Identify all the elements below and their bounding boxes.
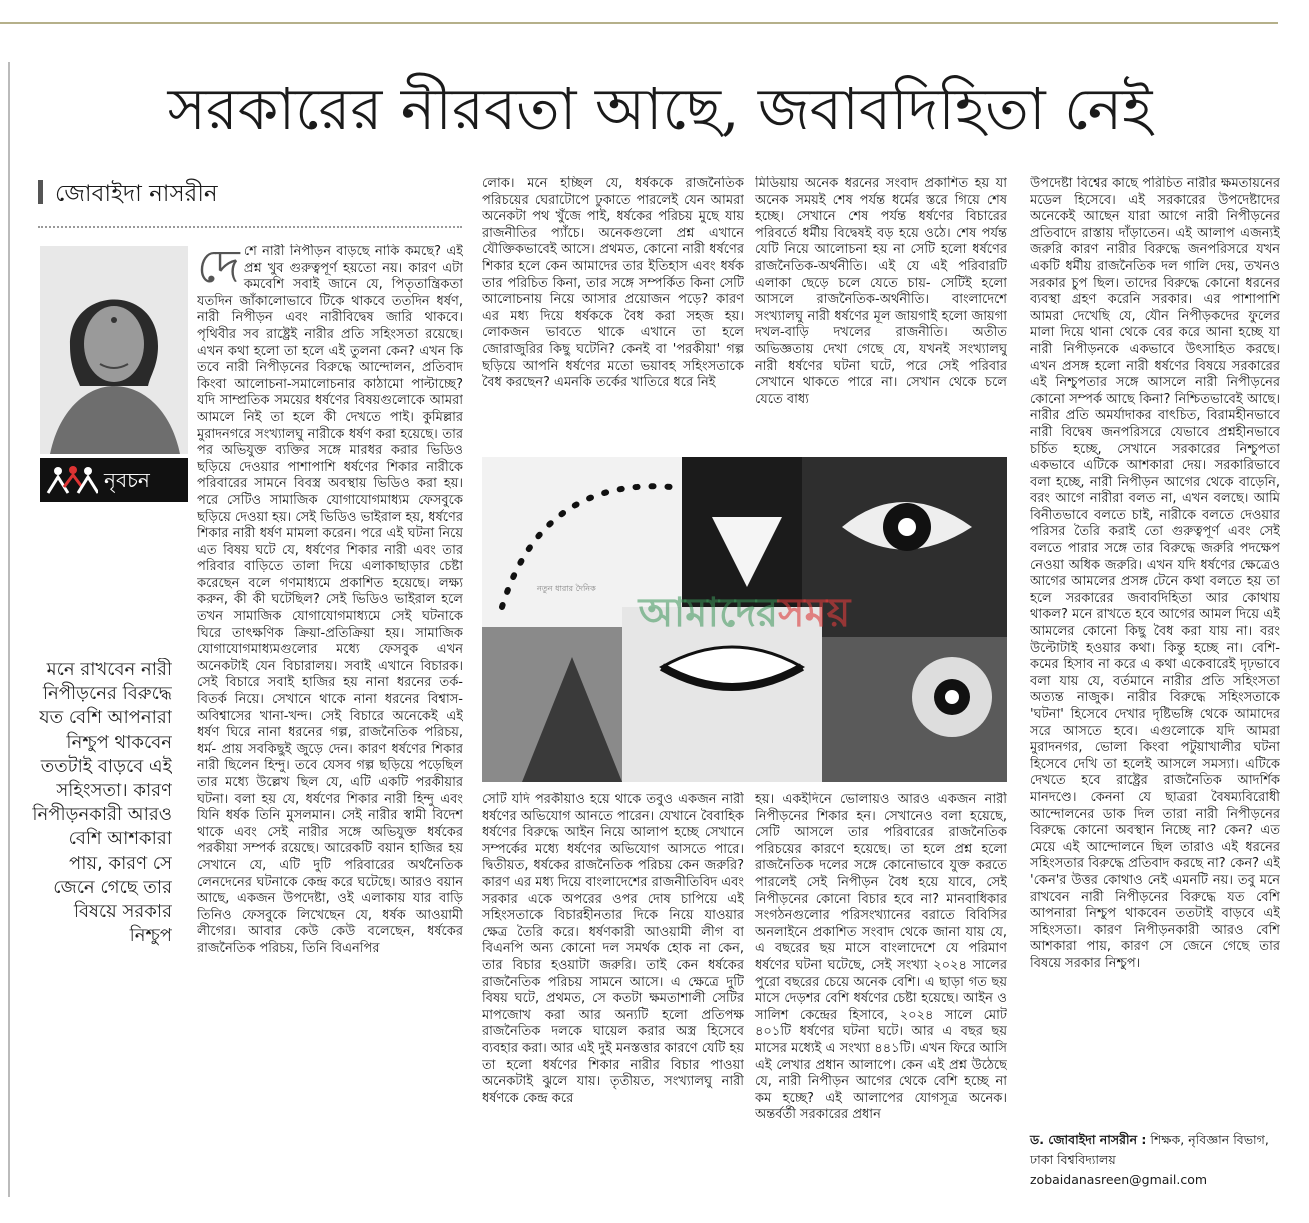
watermark-part1: আমাদের — [638, 590, 779, 636]
byline — [38, 178, 218, 210]
article-column-2-top: লোক। মনে হচ্ছিল যে, ধর্ষককে রাজনৈতিক পরিচয়ের ঘেরাটোপে ঢুকাতে পারলেই যেন আমরা অনেকটা পথ খুঁজে পাই, ধর্ষকের পরিচয় মুছে যায় রাজনীতির প্যাঁচে। অনেকগুলো প্রশ্ন এখানে যৌক্তিকভাবেই আসে। প্রথমত, কোনো নারী ধর্ষণের শিকার হলে কেন আমাদের তার ইতিহাস এবং ধর্ষক তার পরিচিত কিনা, তার সঙ্গে সম্পর্কিত কিনা সেটি আলোচনায় নিয়ে আসার প্রয়োজন পড়ে? কারণ এর মধ্য দিয়ে ধর্ষককে বৈধ করা সহজ হয়। লোকজন ভাবতে থাকে এখানে তা হলে জোরাজুরির কিছু ঘটেনি? কেনই বা 'পরকীয়া' গল্প ছড়িয়ে আপনি ধর্ষণের মতো ভয়াবহ সহিংসতাকে বৈধ করছেন? এমনকি তর্কের খাতিরে ধরে নিই — [482, 176, 744, 391]
pull-quote: মনে রাখবেন নারী নিপীড়নের বিরুদ্ধে যত বেশি আপনারা নিশ্চুপ থাকবেন ততটাই বাড়বে এই সহিংসতা। কারণ নিপীড়নকারী আরও বেশি আশকারা পায়, কারণ সে জেনে গেছে তার বিষয়ে সরকার নিশ্চুপ — [32, 659, 172, 947]
article-column-3-top: মিডিয়ায় অনেক ধরনের সংবাদ প্রকাশিত হয় যা অনেক সময়ই শেষ পর্যন্ত ধর্মের স্তরে গিয়ে শেষ হচ্ছে। সেখানে শেষ পর্যন্ত ধর্ষণের বিচারের পরিবর্তে ধর্মীয় বিদ্বেষই বড় হয়ে ওঠে। শেষ পর্যন্ত যেটি নিয়ে আলোচনা হয় না সেটি হলো ধর্ষণের রাজনৈতিক-অর্থনীতি। এই যে এই পরিবারটি এলাকা ছেড়ে চলে যেতে চায়- সেটিই হলো আসলে রাজনৈতিক-অর্থনীতি। বাংলাদেশে সংখ্যালঘু নারী ধর্ষণের মূল জায়গাই হলো জায়গা দখল-বাড়ি দখলের রাজনীতি। অতীত অভিজ্ঞতায় দেখা গেছে যে, যখনই সংখ্যালঘু নারী ধর্ষণের ঘটনা ঘটে, পরে সেই পরিবার সেখানে থাকতে পারে না। সেখান থেকে চলে যেতে বাধ্য — [755, 176, 1007, 407]
article-text-1: শে নারী নিপীড়ন বাড়ছে নাকি কমছে? এই প্রশ্ন খুব গুরুত্বপূর্ণ হয়তো নয়। কারণ এটা কমবেশি সবাই জানে যে, পিতৃতান্ত্রিকতা যতদিন জাঁকালোভাবে টিকে থাকবে ততদিন ধর্ষণ, নারী নিপীড়ন এবং নারীবিদ্বেষ জারি থাকবে। পৃথিবীর সব রাষ্ট্রেই নারীর প্রতি সহিংসতা রয়েছে। এখন কথা হলো তা হলে এই তুলনা কেন? এখন কি তবে নারী নিপীড়নের বিরুদ্ধে আন্দোলন, প্রতিবাদ কিংবা আলোচনা-সমালোচনার কাঠামো পাল্টাচ্ছে? যদি সাম্প্রতিক সময়ের ধর্ষণের বিষয়গুলোকে আমরা আমলে নিই তা হলে কী দেখতে পাই। কুমিল্লার মুরাদনগরে সংখ্যালঘু নারীকে ধর্ষণ করা হয়েছে। তার পর অভিযুক্ত ব্যক্তির সঙ্গে মারধর করার ভিডিও ছড়িয়ে দেওয়ার পাশাপাশি ধর্ষণের শিকার নারীকে পরিবারের সামনে বিবস্ত্র অবস্থায় ভিডিও করা হয়। পরে সেটিও সামাজিক যোগাযোগমাধ্যম ফেসবুকে ছড়িয়ে দেওয়া হয়। সেই ভিডিও ভাইরাল হয়, ধর্ষণের শিকার নারী ধর্ষণ মামলা করেন। পরে এই ঘটনা নিয়ে এত বিষয় ঘটে যে, ধর্ষণের শিকার নারী এবং তার পরিবার বাড়িতে তালা দিয়ে এলাকাছাড়ার চেষ্টা করেছেন বলে গণমাধ্যমে প্রকাশিত হয়েছে। লক্ষ্য করুন, কী কী ঘটেছিল? সেই ভিডিও ভাইরাল হলে তখন সামাজিক যোগাযোগমাধ্যমে সেই ঘটনাকে ঘিরে তাৎক্ষণিক ক্রিয়া-প্রতিক্রিয়া হয়। সামাজিক যোগাযোগমাধ্যমগুলোর মধ্যে ফেসবুক এখন অনেকটাই যেন বিচারালয়। সবাই এখানে বিচারক। সেই বিচারে সবাই হাজির হয় নানা ধরনের তর্ক-বিতর্ক নিয়ে। সেখানে থাকে নানা ধরনের বিশ্বাস-অবিশ্বাসের খানা-খন্দ। সেই বিচারে অনেকেই এই ধর্ষণ ঘিরে নানা ধরনের গল্প, রাজনৈতিক পরিচয়, ধর্ম- প্রায় সবকিছুই জুড়ে দেন। কারণ ধর্ষণের শিকার নারী ছিলেন হিন্দু। তবে যেসব গল্প ছড়িয়ে পড়েছিল তার মধ্যে উল্লেখ ছিল যে, এটি একটি পরকীয়ার ঘটনা। বলা হয় যে, ধর্ষণের শিকার নারী হিন্দু এবং যিনি ধর্ষক তিনি মুসলমান। সেই নারীর স্বামী বিদেশ থাকে এবং সেই নারীর সঙ্গে অভিযুক্ত ধর্ষকের পরকীয়া সম্পর্ক রয়েছে। আরেকটি বয়ান হাজির হয় সেখানে যে, এটি দুটি পরিবারের অর্থনৈতিক লেনদেনের ঘটনাকে কেন্দ্র করে ঘটেছে। আরও বয়ান আছে, একজন উপদেষ্টা, ওই এলাকায় যার বাড়ি তিনিও ফেসবুকে লিখেছেন যে, ধর্ষক আওয়ামী লীগের। আবার কেউ কেউ বলেছেন, ধর্ষকের রাজনৈতিক পরিচয়, তিনি বিএনপির — [197, 244, 463, 956]
author-bio — [1030, 1130, 1280, 1190]
bio-name: ড. জোবাইদা নাসরীন : — [1030, 1132, 1147, 1147]
author-name: জোবাইদা নাসরীন — [55, 181, 218, 207]
column-label — [40, 458, 188, 502]
article-column-2-bottom: সেটি যদি পরকীয়াও হয়ে থাকে তবুও একজন নারী ধর্ষণের অভিযোগ আনতে পারেন। যেখানে বৈবাহিক ধর্ষণের বিরুদ্ধে আইন নিয়ে আলাপ হচ্ছে সেখানে সম্পর্কের মধ্যে ধর্ষণের অভিযোগ আসতে পারে। দ্বিতীয়ত, ধর্ষকের রাজনৈতিক পরিচয় কেন জরুরি? কারণ এর মধ্য দিয়ে বাংলাদেশের রাজনীতিবিদ এবং সরকার একে অপরের ওপর দোষ চাপিয়ে এই সহিংসতাকে বিচারহীনতার দিকে নিয়ে যাওয়ার ক্ষেত্র তৈরি করে। ধর্ষণকারী আওয়ামী লীগ বা বিএনপি অন্য কোনো দল সমর্থক হোক না কেন, তার বিচার হওয়াটা জরুরি। তাই কেন ধর্ষকের রাজনৈতিক পরিচয় সামনে আসে। এ ক্ষেত্রে দুটি বিষয় ঘটে, প্রথমত, সে কতটা ক্ষমতাশালী সেটির মাপজোখ করা আর অন্যটি হলো প্রতিপক্ষ রাজনৈতিক দলকে ঘায়েল করার অস্ত্র হিসেবে ব্যবহার করা। আর এই দুই মনস্তত্তার কারণে যেটি হয় তা হলো ধর্ষণের শিকার নারীর বিচার পাওয়া অনেকটাই ঝুলে যায়। তৃতীয়ত, সংখ্যালঘু নারী ধর্ষণকে কেন্দ্র করে — [482, 792, 744, 1106]
column-label-text: নৃবচন — [104, 468, 150, 492]
watermark-tag: নতুন ধারার দৈনিক — [537, 584, 596, 593]
left-rule — [8, 62, 10, 1197]
author-photo — [40, 246, 188, 454]
article-column-1 — [197, 244, 463, 1189]
article-column-3-bottom: হয়। একইদিনে ভোলায়ও আরও একজন নারী নিপীড়নের শিকার হন। সেখানেও বলা হয়েছে, সেটি আসলে তার পরিবারের রাজনৈতিক পরিচয়ের কারণে হয়েছে। তা হলে প্রশ্ন হলো রাজনৈতিক দলের সঙ্গে কোনোভাবে যুক্ত করতে পারলেই সেই নিপীড়ন বৈধ হয়ে যাবে, সেই নিপীড়নের কোনো বিচার হবে না? মানবাধিকার সংগঠনগুলোর পরিসংখ্যানের বরাতে বিবিসির অনলাইনে প্রকাশিত সংবাদ থেকে জানা যায় যে, এ বছরের ছয় মাসে বাংলাদেশে যে পরিমাণ ধর্ষণের ঘটনা ঘটেছে, সেই সংখ্যা ২০২৪ সালের পুরো বছরের চেয়ে অনেক বেশি। এ ছাড়া গত ছয় মাসে দেড়শর বেশি ধর্ষণের চেষ্টা হয়েছে। আইন ও সালিশ কেন্দ্রের হিসাবে, ২০২৪ সালে মোট ৪০১টি ধর্ষণের ঘটনা ঘটে। আর এ বছর ছয় মাসের মধ্যেই এ সংখ্যা ৪৪১টি। এখন ফিরে আসি এই লেখার প্রধান আলাপে। কেন এই প্রশ্ন উঠেছে যে, নারী নিপীড়ন আগের থেকে বেশি হচ্ছে না কম হচ্ছে? এই আলাপের যোগসূত্র অনেক। অন্তর্বর্তী সরকারের প্রধান — [755, 792, 1007, 1123]
author-portrait — [40, 246, 188, 454]
article-column-4: উপদেষ্টা বিশ্বের কাছে পরিচিত নারীর ক্ষমতায়নের মডেল হিসেবে। এই সরকারের উপদেষ্টাদের অনেকেই আছেন যারা আগে নারী নিপীড়নের প্রতিবাদে রাস্তায় দাঁড়াতেন। এই আলাপ এজন্যই জরুরি কারণ নারীর বিরুদ্ধে জনপরিসরে যখন একটি ধর্মীয় রাজনৈতিক দল গালি দেয়, তখনও সরকার চুপ ছিল। তাদের বিরুদ্ধে কোনো ধরনের ব্যবস্থা গ্রহণ করেনি সরকার। এর পাশাপাশি আমরা দেখেছি যে, যৌন নিপীড়কদের ফুলের মালা দিয়ে থানা থেকে বের করে আনা হচ্ছে যা নারী নিপীড়নকে একভাবে উৎসাহিত করছে। এখন প্রসঙ্গ হলো নারী ধর্ষণের বিষয়ে সরকারের এই নিশ্চুপতার সঙ্গে আসলে নারী নিপীড়নের কোনো সম্পর্ক আছে কিনা? নিশ্চিতভাবেই আছে। নারীর প্রতি অমর্যাদাকর বাৎচিত, বিরামহীনভাবে নারী বিদ্বেষ জনপরিসরে যেভাবে প্রশ্নহীনভাবে চর্চিত হচ্ছে, সেখানে সরকারের নিশ্চুপতা একভাবে এটিকে আশকারা দেয়। সরকারিভাবে বলা হচ্ছে, নারী নিপীড়ন আগের থেকে বাড়েনি, বরং আগে নারীরা বলত না, এখন বলছে। আমি বিনীতভাবে বলতে চাই, নারীকে বলতে দেওয়ার পরিসর তৈরি করাই তো গুরুত্বপূর্ণ এবং সেই বলতে পারার সঙ্গে তার বিরুদ্ধে জরুরি পদক্ষেপ নেওয়া অধিক জরুরি। এখন যদি ধর্ষণের ক্ষেত্রেও আগের আমলের প্রসঙ্গ টেনে কথা বলতে হয় তা হলে সরকারের জবাবদিহিতা আর কোথায় থাকল? মনে রাখতে হবে আগের আমল দিয়ে এই আমলের কোনো কিছু বৈধ করা যায় না। বরং উল্টোটাই হওয়ার কথা। কিন্তু হচ্ছে না। বেশি-কমের হিসাব না করে এ কথা একেবারেই দৃঢ়ভাবে বলা যায় যে, বর্তমানে নারীর প্রতি সহিংসতা অত্যন্ত নাজুক। নারীর বিরুদ্ধে সহিংসতাকে 'ঘটনা' হিসেবে দেখার দৃষ্টিভঙ্গি থেকে আমাদের সরে আসতে হবে। এগুলোকে যদি আমরা মুরাদনগর, ভোলা কিংবা পটুয়াখালীর ঘটনা হিসেবে দেখি তা হলেই আসলে সমস্যা। এটিকে দেখতে হবে রাষ্ট্রের রাজনৈতিক আদর্শিক মানদণ্ডে। কেননা যে ছাত্ররা বৈষম্যবিরোধী আন্দোলনের ডাক দিল তারা নারী নিপীড়নের বিরুদ্ধে কোনো অবস্থান নিচ্ছে না? কেন? এত মেয়ে এই আন্দোলনে ছিল তারাও এই ধরনের সহিংসতার বিরুদ্ধে প্রতিবাদ করছে না? কেন? এই 'কেন'র উত্তর কোথাও নেই এমনটি নয়। তবু মনে রাখবেন নারী নিপীড়নের বিরুদ্ধে যত বেশি আপনারা নিশ্চুপ থাকবেন ততটাই বাড়বে এই সহিংসতা। কারণ নিপীড়নকারী আরও বেশি আশকারা পায়, কারণ সে জেনে গেছে তার বিষয়ে সরকার নিশ্চুপ। — [1030, 176, 1280, 971]
people-logo-icon — [46, 465, 98, 495]
top-rule — [0, 22, 1278, 24]
byline-bar — [38, 180, 43, 204]
bio-description: শিক্ষক, নৃবিজ্ঞান বিভাগ, ঢাকা বিশ্ববিদ্যালয় — [1030, 1132, 1269, 1167]
headline: সরকারের নীরবতা আছে, জবাবদিহিতা নেই — [167, 75, 1153, 143]
drop-cap: দে — [197, 244, 240, 293]
watermark-part2: সময় — [778, 590, 851, 636]
bio-email: zobaidanasreen@gmail.com — [1030, 1172, 1208, 1187]
byline-separator — [38, 226, 462, 228]
